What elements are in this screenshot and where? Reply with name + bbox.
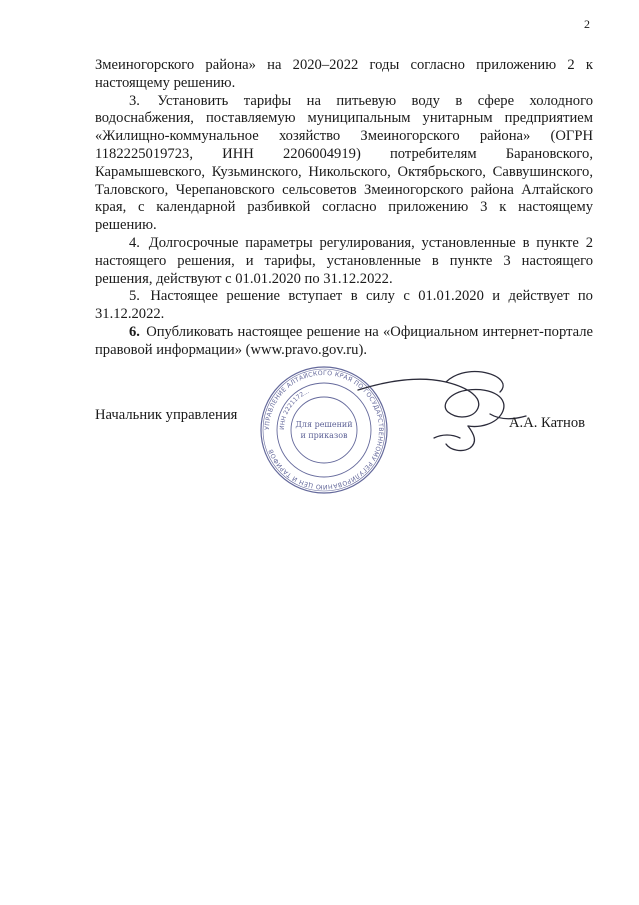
- paragraph-3: [95, 93, 593, 235]
- handwritten-signature: [350, 368, 540, 458]
- paragraph-number: 4.: [129, 234, 140, 251]
- paragraph-number: 6.: [129, 323, 140, 340]
- paragraph-6: [95, 324, 593, 360]
- paragraph-text: Долгосрочные параметры регулирования, установленные в пункте 2 настоящего решения, и тарифы, установленные в пункте 3 настоящего решения, действуют с 01.01.2020 по 31.12.2022.: [95, 234, 593, 287]
- paragraph-4: [95, 235, 593, 288]
- paragraph-continuation: [95, 57, 593, 93]
- paragraph-number: 5.: [129, 288, 140, 305]
- seal-ring-text: УПРАВЛЕНИЕ АЛТАЙСКОГО КРАЯ ПО ГОСУДАРСТВЕННОМУ РЕГУЛИРОВАНИЮ ЦЕН И ТАРИФОВ: [263, 369, 385, 491]
- paragraph-text: Змеиногорского района» на 2020–2022 годы согласно приложению 2 к настоящему решению.: [95, 57, 593, 91]
- paragraph-text: Опубликовать настоящее решение на «Официальном интернет-портале правовой информации» (www.pravo.gov.ru).: [95, 323, 593, 358]
- paragraph-text: Установить тарифы на питьевую воду в сфере холодного водоснабжения, поставляемую муниципальным унитарным предприятием «Жилищно-коммунальное хозяйство Змеиногорского района» (ОГРН 1182225019723, ИНН 2206004919) потребителям Барановского, Карамышевского, Кузьминского, Никольского, Октябрьского, Саввушинского, Таловского, Черепановского сельсоветов Змеиногорского района Алтайского края, с календарной разбивкой согласно приложению 3 к настоящему решению.: [95, 92, 593, 234]
- seal-inn-text: ИНН 2221172...: [278, 388, 311, 431]
- seal-center-line2: и приказов: [300, 431, 348, 440]
- seal-center-line1: Для решений: [295, 420, 353, 429]
- page-number: 2: [584, 17, 590, 31]
- paragraph-number: 3.: [129, 92, 140, 109]
- signer-name: А.А. Катнов: [509, 415, 586, 431]
- paragraph-text: Настоящее решение вступает в силу с 01.01.2020 и действует по 31.12.2022.: [95, 288, 593, 323]
- document-body: [95, 57, 593, 360]
- paragraph-5: [95, 288, 593, 324]
- signer-title: Начальник управления: [95, 407, 238, 423]
